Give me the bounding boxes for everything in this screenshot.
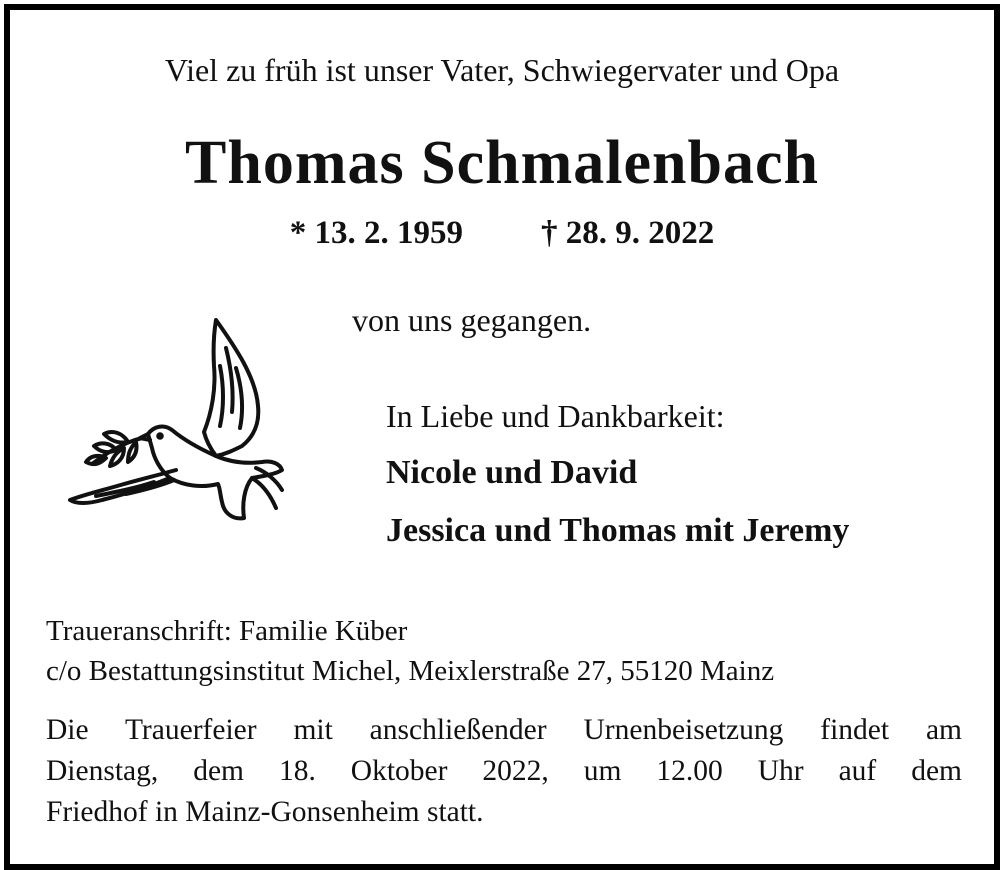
family-line: Jessica und Thomas mit Jeremy [386,512,850,549]
deceased-name: Thomas Schmalenbach [185,129,819,197]
family-line: Nicole und David [386,454,638,491]
service-line: Friedhof in Mainz-Gonsenheim statt. [46,796,484,828]
birth-date: * 13. 2. 1959 [289,215,463,251]
thanks-text: In Liebe und Dankbarkeit: [386,398,725,434]
life-dates [10,215,994,252]
service-line: Die Trauerfeier mit anschließender Urnenbeisetzung findet am [46,714,962,746]
passed-text: von uns gegangen. [352,302,592,338]
funeral-service-info [46,710,962,833]
mourning-address-line: Traueranschrift: Familie Küber [46,615,408,647]
intro-text: Viel zu früh ist unser Vater, Schwiegervater und Opa [164,52,840,88]
obituary-notice [4,4,1000,870]
dove-with-olive-branch-icon [66,308,286,523]
death-date: † 28. 9. 2022 [541,215,715,251]
service-line: Dienstag, dem 18. Oktober 2022, um 12.00 Uhr auf dem [46,755,962,787]
mourning-address-line: c/o Bestattungsinstitut Michel, Meixlerstraße 27, 55120 Mainz [46,655,775,687]
